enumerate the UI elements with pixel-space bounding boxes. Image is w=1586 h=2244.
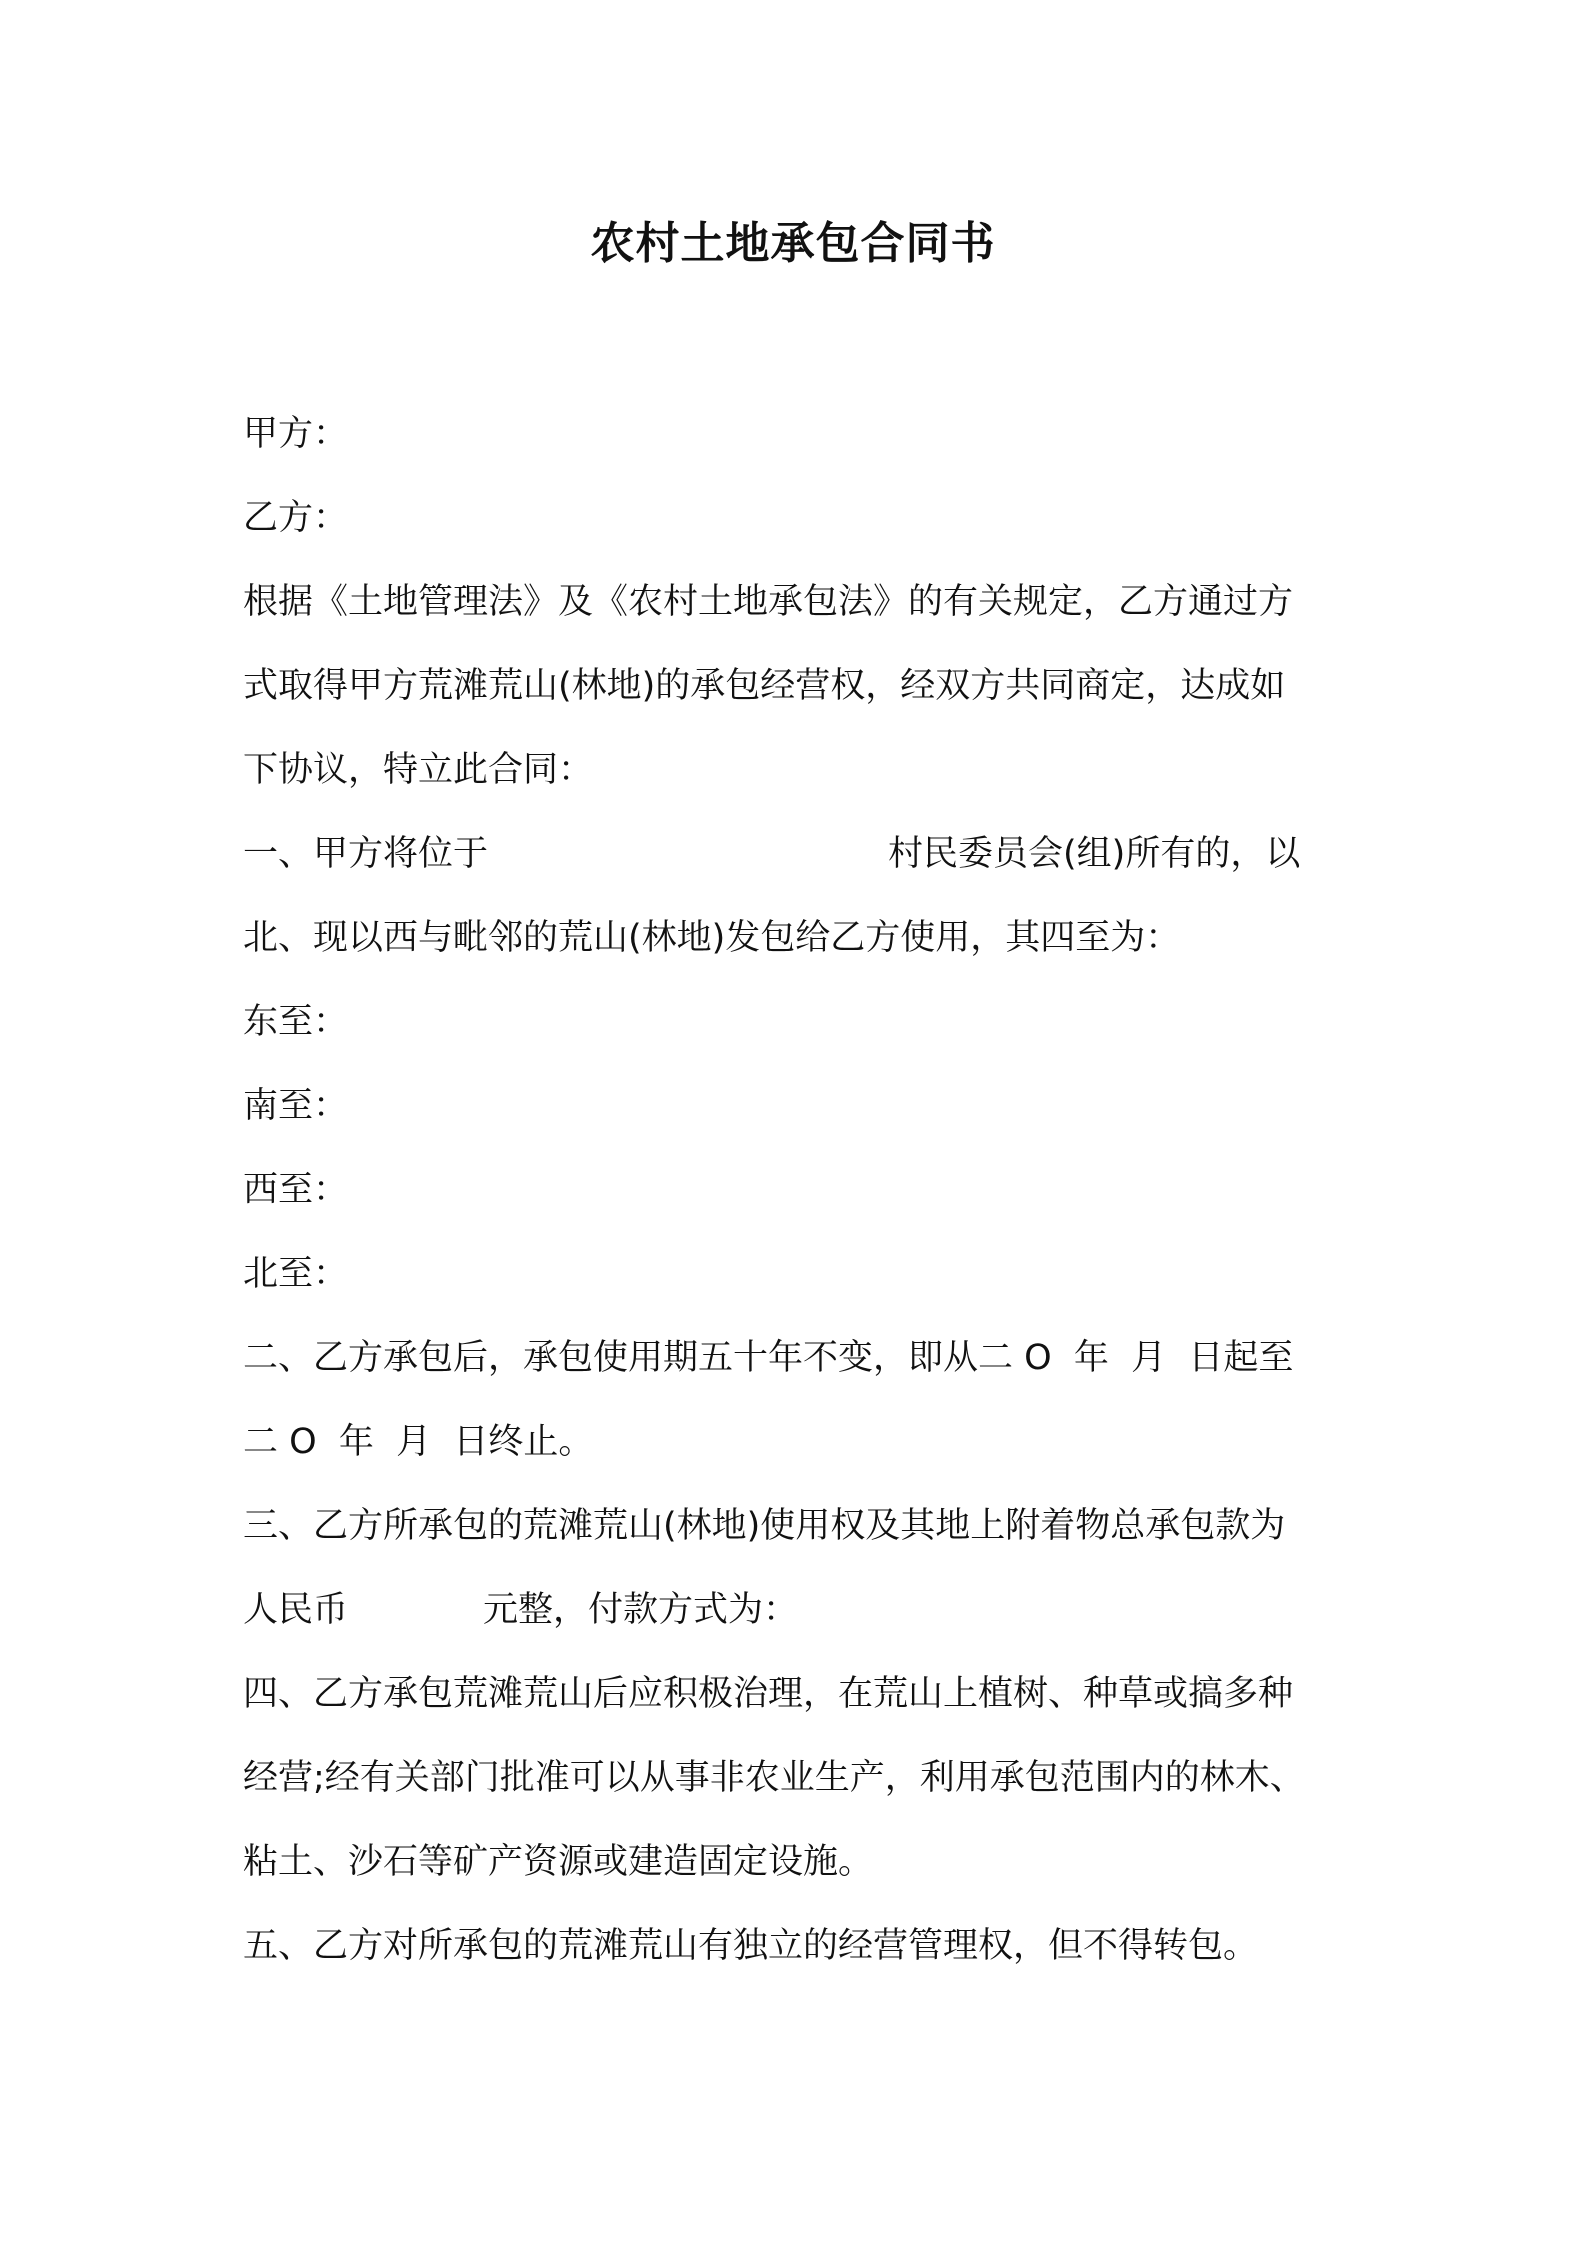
document-title: 农村土地承包合同书	[590, 218, 996, 269]
preamble-line-3: 下协议，特立此合同：	[243, 750, 594, 790]
boundary-east: 东至：	[243, 1002, 349, 1042]
boundary-west: 西至：	[243, 1170, 349, 1210]
payment-method-label: 元整，付款方式为：	[483, 1590, 799, 1630]
clause-1-location-prefix: 一、甲方将位于	[243, 834, 489, 874]
clause-4-line-1: 四、乙方承包荒滩荒山后应积极治理，在荒山上植树、种草或搞多种	[243, 1674, 1294, 1714]
clause-1-location-suffix: 村民委员会(组)所有的，以	[888, 834, 1301, 874]
clause-1-line-2: 北、现以西与毗邻的荒山(林地)发包给乙方使用，其四至为：	[243, 918, 1181, 958]
boundary-north: 北至：	[243, 1254, 349, 1294]
clause-3-line-2	[243, 1585, 798, 1635]
currency-label: 人民币	[243, 1590, 349, 1630]
boundary-south: 南至：	[243, 1086, 349, 1126]
clause-2-line-2: 二 O 年 月 日终止。	[243, 1422, 594, 1462]
clause-2-line-1: 二、乙方承包后，承包使用期五十年不变，即从二 O 年 月 日起至	[243, 1338, 1294, 1378]
clause-1-line-1	[243, 829, 1300, 879]
party-b-line: 乙方：	[243, 498, 349, 538]
clause-5-line-1: 五、乙方对所承包的荒滩荒山有独立的经营管理权，但不得转包。	[243, 1926, 1259, 1966]
party-a-line: 甲方：	[243, 414, 349, 454]
clause-3-line-1: 三、乙方所承包的荒滩荒山(林地)使用权及其地上附着物总承包款为	[243, 1506, 1286, 1546]
preamble-line-1: 根据《土地管理法》及《农村土地承包法》的有关规定，乙方通过方	[243, 582, 1294, 622]
clause-4-line-3: 粘土、沙石等矿产资源或建造固定设施。	[243, 1842, 874, 1882]
clause-4-line-2: 经营;经有关部门批准可以从事非农业生产，利用承包范围内的林木、	[243, 1758, 1305, 1798]
preamble-line-2: 式取得甲方荒滩荒山(林地)的承包经营权，经双方共同商定，达成如	[243, 666, 1286, 706]
